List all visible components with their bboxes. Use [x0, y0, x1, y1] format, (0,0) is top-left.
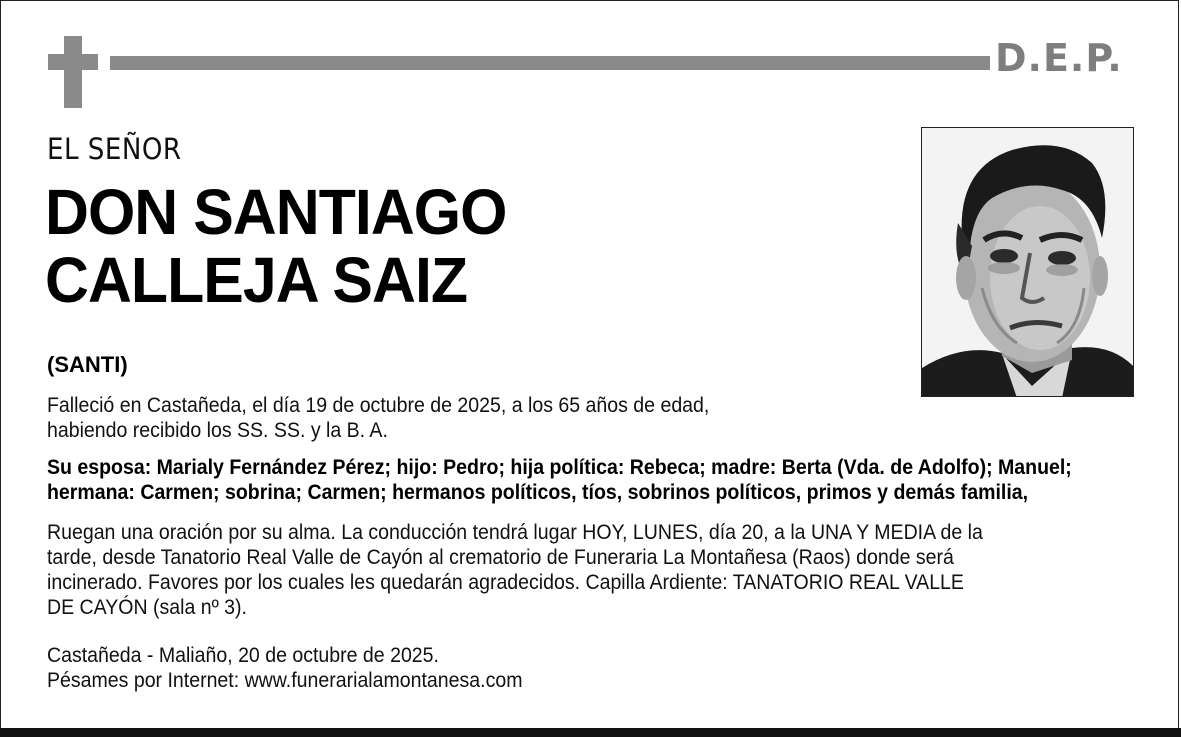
bottom-bar [0, 728, 1181, 737]
condolences-url: Pésames por Internet: www.funerarialamontanesa.com [47, 669, 523, 692]
family-line-1: Su esposa: Marialy Fernández Pérez; hijo: Pedro; hija política: Rebeca; madre: Berta (Vda. de Adolfo); Manuel; [47, 456, 1072, 479]
request-line-3: incinerado. Favores por los cuales les quedarán agradecidos. Capilla Ardiente: TANATORIO REAL VALLE [47, 571, 964, 594]
header-rule [110, 56, 990, 70]
request-line-1: Ruegan una oración por su alma. La conducción tendrá lugar HOY, LUNES, día 20, a la UNA Y MEDIA de la [47, 521, 983, 544]
dep-mark: D.E.P. [995, 36, 1123, 80]
place-date: Castañeda - Maliaño, 20 de octubre de 2025. [47, 644, 439, 667]
service-request [47, 520, 1126, 620]
death-notice-line-2: habiendo recibido los SS. SS. y la B. A. [47, 419, 388, 442]
death-notice-line-1: Falleció en Castañeda, el día 19 de octubre de 2025, a los 65 años de edad, [47, 394, 710, 417]
request-line-4: DE CAYÓN (sala nº 3). [47, 596, 247, 619]
death-notice [47, 393, 810, 443]
request-line-2: tarde, desde Tanatorio Real Valle de Cayón al crematorio de Funeraria La Montañesa (Raos) donde será [47, 546, 954, 569]
honorific: EL SEÑOR [47, 132, 182, 166]
deceased-name [45, 178, 506, 314]
footer [47, 643, 698, 693]
family-line-2: hermana: Carmen; sobrina; Carmen; hermanos políticos, tíos, sobrinos políticos, primos y demás familia, [47, 481, 1029, 504]
name-line-1: DON SANTIAGO [45, 176, 507, 248]
nickname: (SANTI) [47, 352, 128, 377]
portrait-photo [921, 127, 1134, 397]
family-list [47, 455, 1117, 505]
name-line-2: CALLEJA SAIZ [45, 244, 468, 316]
